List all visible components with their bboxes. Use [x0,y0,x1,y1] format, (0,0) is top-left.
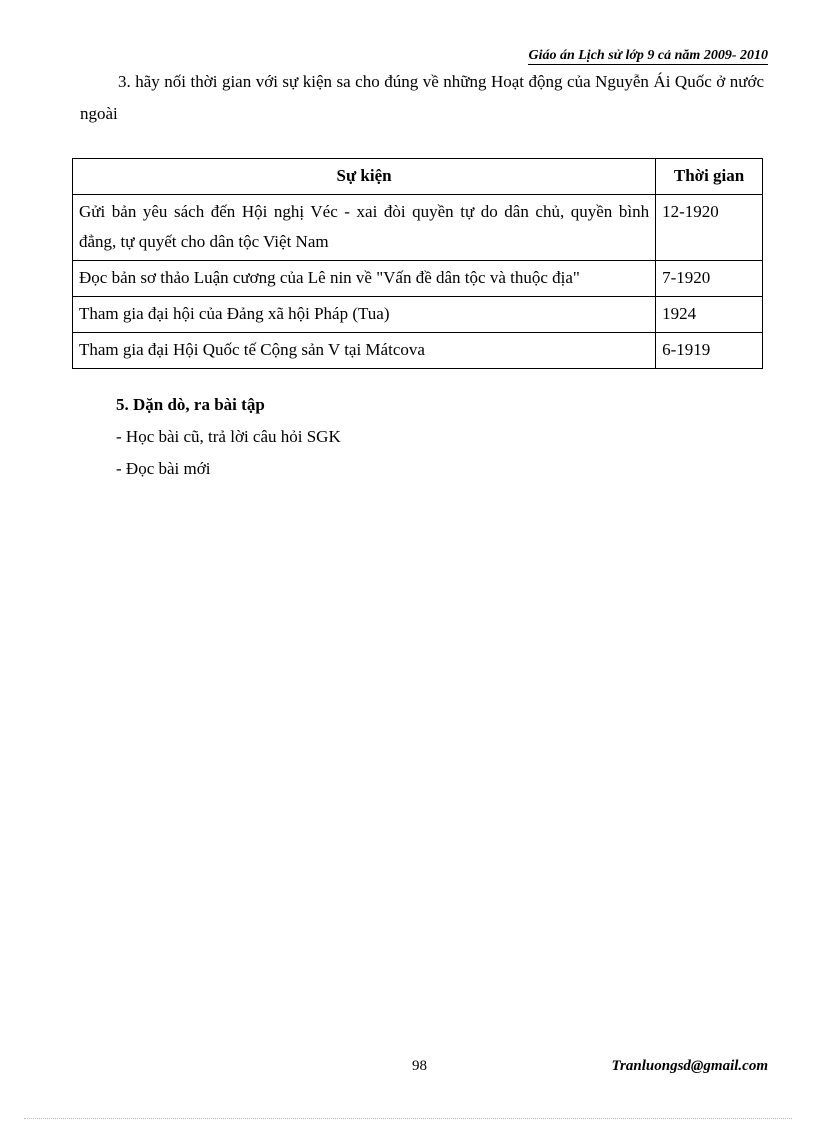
column-header-time: Thời gian [656,159,763,195]
event-cell: Tham gia đại Hội Quốc tế Cộng sản V tại Mátcova [73,333,656,369]
event-cell: Tham gia đại hội của Đảng xã hội Pháp (Tua) [73,297,656,333]
event-cell: Đọc bản sơ thảo Luận cương của Lê nin về "Vấn đề dân tộc và thuộc địa" [73,261,656,297]
list-item: - Đọc bài mới [116,459,211,478]
events-table [72,158,763,369]
page-number: 98 [412,1058,427,1074]
time-cell: 1924 [656,297,763,333]
page-bottom-divider [24,1118,792,1119]
time-cell: 12-1920 [656,195,763,261]
time-cell: 6-1919 [656,333,763,369]
event-cell: Gửi bản yêu sách đến Hội nghị Véc - xai đòi quyền tự do dân chủ, quyền bình đẳng, tự quyết cho dân tộc Việt Nam [73,195,656,261]
table-row [73,297,763,333]
table-row [73,261,763,297]
question-text: 3. hãy nối thời gian với sự kiện sa cho đúng về những Hoạt động của Nguyễn Ái Quốc ở nước ngoài [80,72,764,123]
section-title: 5. Dặn dò, ra bài tập [116,395,265,414]
table-header-row [73,159,763,195]
column-header-event: Sự kiện [73,159,656,195]
footer-email: Tranluongsd@gmail.com [611,1058,768,1074]
time-cell: 7-1920 [656,261,763,297]
table-row [73,333,763,369]
table-row [73,195,763,261]
list-item: - Học bài cũ, trả lời câu hỏi SGK [116,427,341,446]
document-header-title: Giáo án Lịch sử lớp 9 cả năm 2009- 2010 [528,48,768,63]
